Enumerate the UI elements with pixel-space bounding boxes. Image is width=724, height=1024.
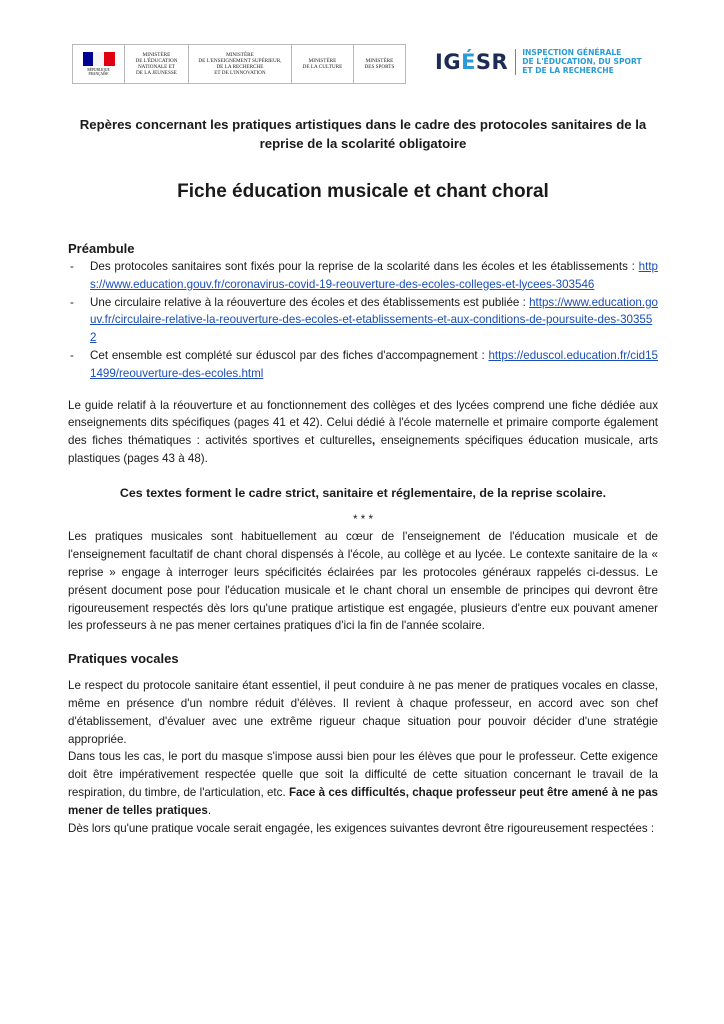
guide-paragraph: Le guide relatif à la réouverture et au fonctionnement des collèges et des lycées comprend une fiche dédiée aux enseignements dits spécifiques (pages 41 et 42). Celui dédié à l'école maternelle et primaire comporte également des fiches thématiques : activités sportives et culturelles, enseignements spécifiques éducation musicale, arts plastiques (pages 43 à 48). (68, 398, 658, 465)
igesr-caption: INSPECTION GÉNÉRALE DE L'ÉDUCATION, DU SPORT ET DE LA RECHERCHE (522, 48, 642, 75)
page-title: Fiche éducation musicale et chant choral (177, 181, 549, 202)
list-item (68, 258, 658, 294)
preamble-heading: Préambule (68, 241, 135, 256)
ministry-education: MINISTÈRE DE L'ÉDUCATION NATIONALE ET DE LA JEUNESSE (125, 45, 189, 83)
context-paragraph: Les pratiques musicales sont habituellement au cœur de l'enseignement de l'éducation musicale et de l'enseignement facultatif de chant choral dispensés à l'école, au collège et au lycée. Le contexte sanitaire de la « reprise » engage à interroger leurs spécificités éclairées par les protocoles généraux rappelés ci-dessus. Le présent document pose pour l'éducation musicale et le chant choral un ensemble de principes qui devront être rigoureusement respectés dès lors qu'une pratique artistique est engagée, plusieurs d'entre eux pouvant amener les professeurs à ne pas mener certaines pratiques d'ici la fin de l'année scolaire. (68, 530, 658, 633)
list-item (68, 294, 658, 347)
ministry-sports: MINISTÈRE DES SPORTS (364, 58, 395, 70)
list-item-text: Une circulaire relative à la réouverture des écoles et des établissements est publiée : (90, 295, 526, 309)
igesr-logo (435, 48, 642, 75)
igesr-wordmark: IGÉSR (435, 49, 509, 74)
list-item-text: Des protocoles sanitaires sont fixés pour la reprise de la scolarité dans les écoles et les établissements : (90, 260, 635, 273)
logo-divider (515, 49, 516, 75)
protocol-link[interactable]: https://www.education.gouv.fr/coronavirus-covid-19-reouverture-des-ecoles-colleges-et-lycees-303546 (90, 260, 658, 291)
list-item-text: Cet ensemble est complété sur éduscol par des fiches d'accompagnement : (90, 348, 485, 362)
list-item (68, 347, 658, 383)
section-separator: * * * (353, 512, 373, 526)
republic-caption: RÉPUBLIQUE FRANÇAISE (87, 68, 110, 76)
document-body (68, 115, 658, 837)
intro-title: Repères concernant les pratiques artistiques dans le cadre des protocoles sanitaires de la reprise de la scolarité obligatoire (79, 117, 647, 151)
circular-link[interactable]: https://www.education.gouv.fr/circulaire-relative-la-reouverture-des-ecoles-et-etablissements-et-aux-conditions-de-poursuite-des-303552 (90, 295, 658, 345)
vocal-paragraph-3: Dès lors qu'une pratique vocale serait engagée, les exigences suivantes devront être rigoureusement respectées : (68, 821, 655, 835)
ministries-header (72, 44, 406, 84)
eduscol-link[interactable]: https://eduscol.education.fr/cid151499/reouverture-des-ecoles.html (90, 348, 658, 380)
ministry-culture: MINISTÈRE DE LA CULTURE (292, 45, 354, 83)
ministry-higher-education: MINISTÈRE DE L'ENSEIGNEMENT SUPÉRIEUR, DE LA RECHERCHE ET DE L'INNOVATION (189, 45, 292, 83)
preamble-list (68, 258, 658, 383)
vocal-paragraph-2: Dans tous les cas, le port du masque s'impose aussi bien pour les élèves que pour le professeur. Cette exigence doit être impérativement respectée quelle que soit la difficulté de cette situation concernant le travail de la respiration, du timbre, de l'articulation, etc. Face à ces difficultés, chaque professeur peut être amené à ne pas mener de telles pratiques. (68, 750, 658, 817)
vocal-paragraph-1: Le respect du protocole sanitaire étant essentiel, il peut conduire à ne pas mener de pratiques vocales en classe, même en présence d'un nombre réduit d'élèves. Il revient à chaque professeur, en accord avec son chef d'établissement, d'évaluer avec une extrême rigueur chaque situation pour pouvoir décider d'une stratégie appropriée. (68, 679, 658, 746)
republique-francaise-logo (73, 45, 125, 83)
vocal-practices-heading: Pratiques vocales (68, 651, 179, 667)
french-flag-icon (83, 52, 115, 66)
strict-statement: Ces textes forment le cadre strict, sanitaire et réglementaire, de la reprise scolaire. (119, 485, 607, 500)
